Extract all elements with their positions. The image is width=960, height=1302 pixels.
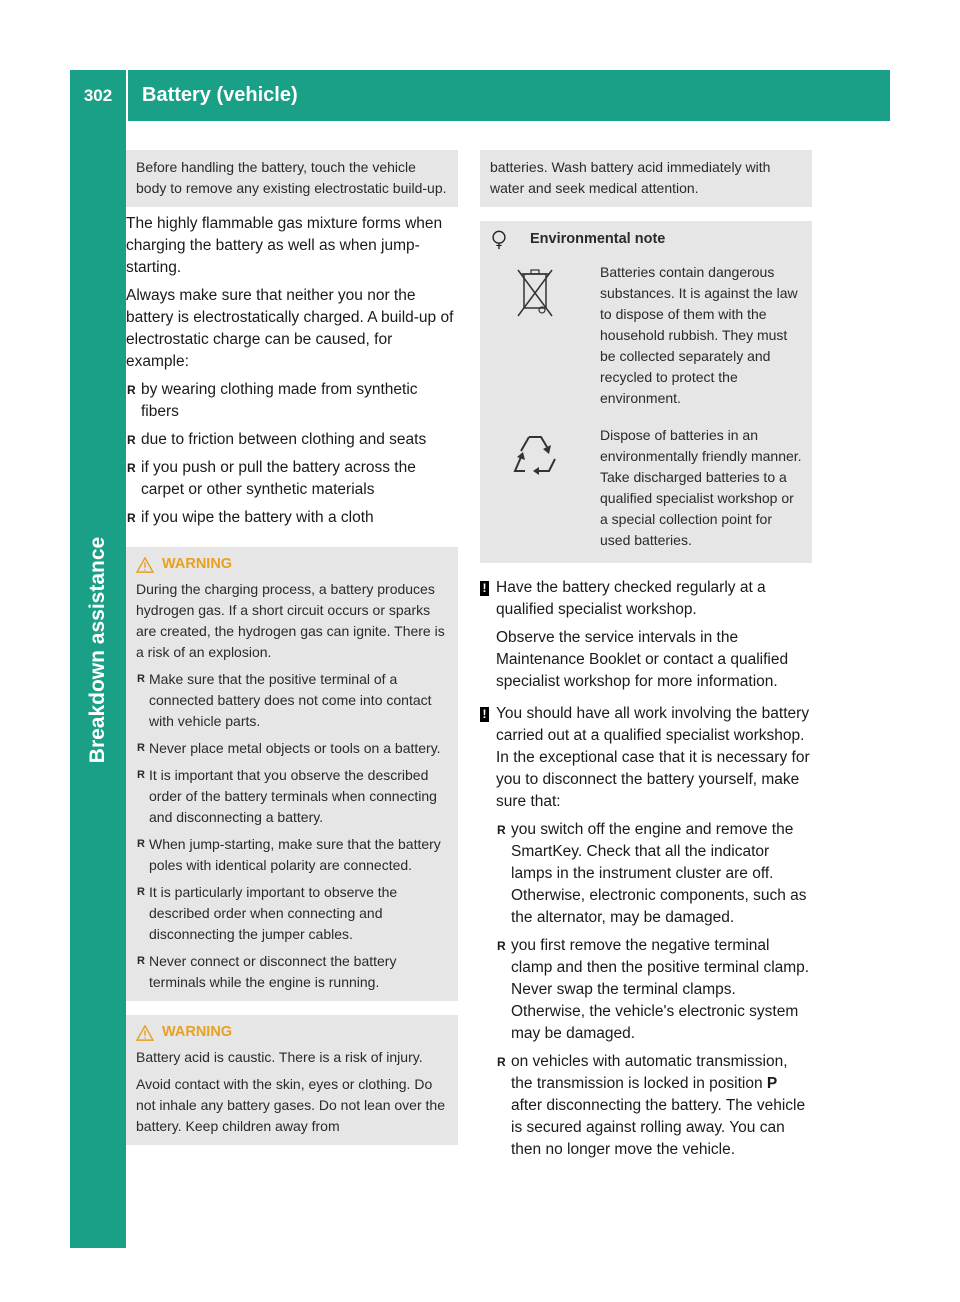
section-title: Battery (vehicle) [142,84,298,106]
exclamation-icon: ! [480,581,489,596]
warning-heading [136,1022,450,1043]
right-column [480,150,812,1161]
list-item: R by wearing clothing made from synthetic fibers [126,379,458,423]
warning-text: Avoid contact with the skin, eyes or clothing. Do not inhale any battery gases. Do not lean over the battery. Keep children away from [136,1076,445,1134]
warning-text: batteries. Wash battery acid immediately with water and seek medical attention. [490,159,771,196]
notice [480,703,812,1161]
side-tab-marker [70,1208,126,1248]
env-text: Batteries contain dangerous substances. It is against the law to dispose of them with the household rubbish. They must be collected separately and recycled to protect the environment. [600,264,798,406]
list-item: R Never place metal objects or tools on a battery. [136,738,450,759]
list-item: R It is particularly important to observe the described order when connecting and disconnecting the jumper cables. [136,882,450,945]
warning-text: During the charging process, a battery produces hydrogen gas. If a short circuit occurs or sparks are created, the hydrogen gas can ignite. There is a risk of an explosion. [136,581,445,660]
warning-triangle-icon [136,1025,154,1041]
header-divider [126,70,128,121]
list-item-text: on vehicles with automatic transmission, the transmission is locked in position [511,1053,788,1092]
list-item: R Make sure that the positive terminal of a connected battery does not come into contact with vehicle parts. [136,669,450,732]
warning-heading [136,554,450,575]
lightbulb-icon [490,230,508,250]
notice-text: Observe the service intervals in the Maintenance Booklet or contact a qualified specialist workshop for more information. [496,629,789,690]
env-text: Dispose of batteries in an environmentally friendly manner. Take discharged batteries to a qualified specialist workshop or a special collection point for used batteries. [600,427,802,548]
env-heading [490,229,804,250]
exclamation-icon: ! [480,707,489,722]
env-item [490,262,804,409]
warning-continued-box [480,150,812,207]
gear-position: P [766,1075,778,1092]
list-item: R When jump-starting, make sure that the battery poles with identical polarity are connected. [136,834,450,876]
warning-box [126,547,458,1001]
list-item [496,1051,812,1161]
warning-title: WARNING [162,556,233,572]
warning-title: WARNING [162,1024,233,1040]
environmental-note-box [480,221,812,563]
warning-text: Battery acid is caustic. There is a risk of injury. [136,1049,423,1065]
page-number: 302 [83,86,113,105]
list-item: R you first remove the negative terminal clamp and then the positive terminal clamp. Never swap the terminal clamps. Otherwise, the vehicle's electronic system may be damaged. [496,935,812,1045]
list-item: R It is important that you observe the described order of the battery terminals when connecting and disconnecting a battery. [136,765,450,828]
crossed-bin-icon [515,266,555,322]
notice [480,577,812,693]
paragraph: The highly flammable gas mixture forms when charging the battery as well as when jump-starting. [126,215,443,276]
env-title: Environmental note [530,231,666,247]
list-item: R you switch off the engine and remove the SmartKey. Check that all the indicator lamps in the instrument cluster are off. Otherwise, electronic components, such as the alternator, may be damaged. [496,819,812,929]
recycle-icon [507,429,563,485]
intro-text: Before handling the battery, touch the vehicle body to remove any existing electrostatic build-up. [136,159,447,196]
warning-box [126,1015,458,1145]
list-item: R Never connect or disconnect the battery terminals while the engine is running. [136,951,450,993]
paragraph: Always make sure that neither you nor the battery is electrostatically charged. A build-up of electrostatic charge can be caused, for example: [126,287,454,370]
notice-text: Have the battery checked regularly at a qualified specialist workshop. [496,579,766,618]
list-item: R due to friction between clothing and seats [126,429,458,451]
notice-text: You should have all work involving the battery carried out at a qualified specialist workshop. In the exceptional case that it is necessary for you to disconnect the battery yourself, make sure that: [496,705,810,810]
warning-triangle-icon [136,557,154,573]
side-tab-label: Breakdown assistance [86,536,109,764]
list-item-text: after disconnecting the battery. The vehicle is secured against rolling away. You can then no longer move the vehicle. [511,1097,806,1158]
env-item [490,425,804,551]
left-column [126,150,458,1145]
list-item: R if you wipe the battery with a cloth [126,507,458,529]
list-item: R if you push or pull the battery across the carpet or other synthetic materials [126,457,458,501]
intro-box [126,150,458,207]
